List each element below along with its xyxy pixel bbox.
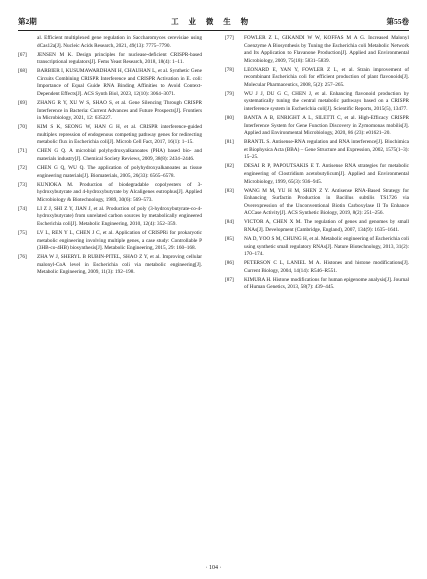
page-number: · 104 · bbox=[205, 565, 222, 571]
page-header bbox=[18, 14, 409, 28]
reference-text: KIMURA H. Histone modifications for human epigenome analysis[J]. Journal of Human Genetics, 2013, 58(7): 439–445. bbox=[244, 276, 409, 291]
reference-number: [72] bbox=[18, 165, 27, 172]
reference-item bbox=[18, 68, 202, 98]
reference-number: [80] bbox=[225, 115, 234, 122]
reference-text: NA D, YOO S M, CHUNG H, et al. Metabolic engineering of Escherichia coli using synthetic small regulatory RNAs[J]. Nature Biotechnology, 2013, 31(2): 170–174. bbox=[244, 236, 409, 258]
reference-text: al. Efficient multiplexed gene regulation in Saccharomyces cerevisiae using dCas12a[J]. Nucleic Acids Research, 2021, 49(13): 7775–7790. bbox=[37, 35, 202, 49]
reference-item bbox=[18, 148, 202, 163]
reference-text: BANTA A B, ENRIGHT A L, SILETTI C, et al. High-Efficacy CRISPR Interference System for Gene Function Discovery in Zymomonas mobilis[J]. Applied and Environmental Microbiology, 2020, 86 (23): e01621–20. bbox=[244, 115, 409, 137]
journal-title: 工 业 微 生 物 bbox=[171, 16, 253, 26]
reference-number: [82] bbox=[225, 163, 234, 170]
reference-number: [73] bbox=[18, 181, 27, 188]
reference-number: [71] bbox=[18, 148, 27, 155]
reference-text: LEONARD E, YAN Y, FOWLER Z L, et al. Strain improvement of recombinant Escherichia coli for efficient production of plant flavonoids[J]. Molecular Pharmaceutics, 2008, 5(2): 257–265. bbox=[244, 66, 409, 88]
reference-number: [84] bbox=[225, 219, 234, 226]
reference-text: FOWLER Z L, GIKANDI W W, KOFFAS M A G. Increased Malonyl Coenzyme A Biosynthesis by Tuning the Escherichia coli Metabolic Network and Its Application to Flavanone Production[J]. Applied and Environmental Microbiology, 2009, 75(18): 5831–5839. bbox=[244, 35, 409, 64]
reference-text: LV L, REN Y L, CHEN J C, et al. Application of CRISPRi for prokaryotic metabolic engineering involving multiple genes, a case study: Controllable P (3HB-co-4HB) biosynthesis[J]. Metabolic Engineering, 2015, 29: 160–168. bbox=[37, 230, 202, 252]
reference-item bbox=[18, 52, 202, 67]
reference-text: CHEN G Q. A microbial polyhydroxyalkanoates (PHA) based bio- and materials industry[J]. Chemical Society Reviews, 2009, 38(8): 2434–2446. bbox=[37, 148, 202, 162]
reference-text: JENSEN M K. Design principles for nuclease-deficient CRISPR-based transcriptional regulators[J]. Fems Yeast Research, 2018, 18(4): 1–11. bbox=[37, 51, 202, 66]
reference-item bbox=[18, 182, 202, 205]
reference-text: ZHA W J, SHERYL B RUBIN-PITEL, SHAO Z Y, et al. Improving cellular malonyl-CoA level in Escherichia coli via metabolic engineering[J]. Metabolic Engineering, 2009, 11(3): 192–198. bbox=[37, 254, 202, 276]
reference-number: [69] bbox=[18, 100, 27, 107]
reference-text: LI Z J, SHI Z Y, JIAN J, et al. Production of poly (3-hydroxybutyrate-co-4-hydroxybutyrate) from unrelated carbon sources by metabolically engineered Escherichia coli[J]. Metabolic Engineering, 2010, 12(4): 352–359. bbox=[37, 205, 202, 227]
reference-text: KIM S K, SEONG W, HAN G H, et al. CRISPR interference-guided multiplex repression of endogenous competing pathway genes for redirecting metabolic flux in Escherichia coli[J]. Microb Cell Fact, 2017, 16(1): 1–15. bbox=[37, 124, 202, 146]
reference-number: [68] bbox=[18, 68, 27, 75]
reference-number: [87] bbox=[225, 276, 234, 283]
reference-number: [85] bbox=[225, 236, 234, 243]
reference-text: VICTOR A, CHEN X M. The regulation of genes and genomes by small RNAs[J]. Development (Cambridge, England), 2007, 134(9): 1635–1641. bbox=[244, 219, 409, 233]
reference-text: DESAI R P, PAPOUTSAKIS E T. Antisense RNA strategies for metabolic engineering of Clostridium acetobutylicum[J]. Applied and Environmental Microbiology, 1999, 65(3): 936–945. bbox=[244, 163, 409, 185]
reference-text: WU J J, DU G C, CHEN J, et al. Enhancing flavonoid production by systematically tuning the central metabolic pathways based on a CRISPR interference system in Escherichia coli[J]. Scientific Reports, 2015(5), 13477. bbox=[244, 90, 409, 113]
reference-number: [76] bbox=[18, 254, 27, 261]
reference-item bbox=[225, 163, 409, 186]
reference-number: [74] bbox=[18, 205, 27, 212]
reference-item bbox=[225, 219, 409, 234]
reference-number: [86] bbox=[225, 260, 234, 267]
reference-text: KUNIOKA M. Production of biodegradable copolyesters of 3-hydroxybutyrate and 4-hydroxybutyrate by Alcaligenes eutrophus[J]. Applied Microbiology & Biotechnology, 1989, 30(6): 569–573. bbox=[37, 181, 202, 203]
reference-number bbox=[18, 35, 37, 50]
reference-item bbox=[225, 35, 409, 65]
reference-number: [70] bbox=[18, 124, 27, 131]
reference-number: [67] bbox=[18, 51, 27, 58]
reference-text: BRANTL S. Antisense-RNA regulation and RNA interference[J]. Biochimica et Biophysica Acta (BBA) – Gene Structure and Expression, 2002, 1575(1–3): 15–25. bbox=[244, 139, 409, 161]
issue-label: 第2期 bbox=[18, 16, 37, 26]
reference-item bbox=[18, 35, 202, 50]
reference-text: PETERSON C L, LANIEL M A. Histones and histone modifications[J]. Current Biology, 2004, 14(14): R546–R551. bbox=[244, 260, 409, 274]
header-rule bbox=[18, 30, 409, 31]
reference-text: WANG M M, YU H M, SHEN Z Y. Antisense RNA-Based Strategy for Enhancing Surfactin Production in Bacillus subtilis TS1726 via Overexpression of the Unconventional Biotin Carboxylase II To Enhance ACCase Activity[J]. ACS Synthetic Biology, 2019, 8(2): 251–256. bbox=[244, 187, 409, 217]
reference-item bbox=[18, 165, 202, 180]
reference-item bbox=[225, 67, 409, 90]
reference-number: [77] bbox=[225, 35, 234, 41]
reference-number: [79] bbox=[225, 90, 234, 97]
reference-item bbox=[18, 124, 202, 147]
reference-text: BARBIER I, KUSUMAWARDHANI H, CHAUHAN L, et al. Synthetic Gene Circuits Combining CRISPR Interference and CRISPR Activation in E. coli: Importance of Equal Guide RNA Binding Affinities to Avoid Context-Dependent Effects[J]. ACS Synth Biol, 2023, 12(10): 3064–3071. bbox=[37, 68, 202, 97]
reference-item bbox=[18, 254, 202, 277]
reference-text: CHEN G Q, WU Q. The application of polyhydroxyalkanoates as tissue engineering materials[J]. Biomaterials, 2005, 26(33): 6565–6578. bbox=[37, 165, 202, 179]
reference-item bbox=[225, 236, 409, 259]
reference-item bbox=[225, 139, 409, 162]
reference-item bbox=[225, 277, 409, 292]
reference-item bbox=[225, 260, 409, 275]
reference-item bbox=[225, 188, 409, 218]
reference-number: [78] bbox=[225, 66, 234, 73]
reference-number: [83] bbox=[225, 187, 234, 194]
volume-label: 第55卷 bbox=[386, 16, 409, 26]
reference-item bbox=[225, 115, 409, 138]
reference-column-right bbox=[225, 35, 409, 294]
reference-item bbox=[18, 100, 202, 123]
reference-number: [75] bbox=[18, 230, 27, 237]
reference-number: [81] bbox=[225, 139, 234, 146]
reference-item bbox=[18, 206, 202, 229]
reference-item bbox=[18, 230, 202, 253]
reference-item bbox=[225, 91, 409, 114]
reference-text: ZHANG R Y, XU W S, SHAO S, et al. Gene Silencing Through CRISPR Interference in Bacteria: Current Advances and Future Prospects[J]. Frontiers in Microbiology, 2021, 12: 635227. bbox=[37, 100, 202, 122]
reference-column-left bbox=[18, 35, 202, 278]
